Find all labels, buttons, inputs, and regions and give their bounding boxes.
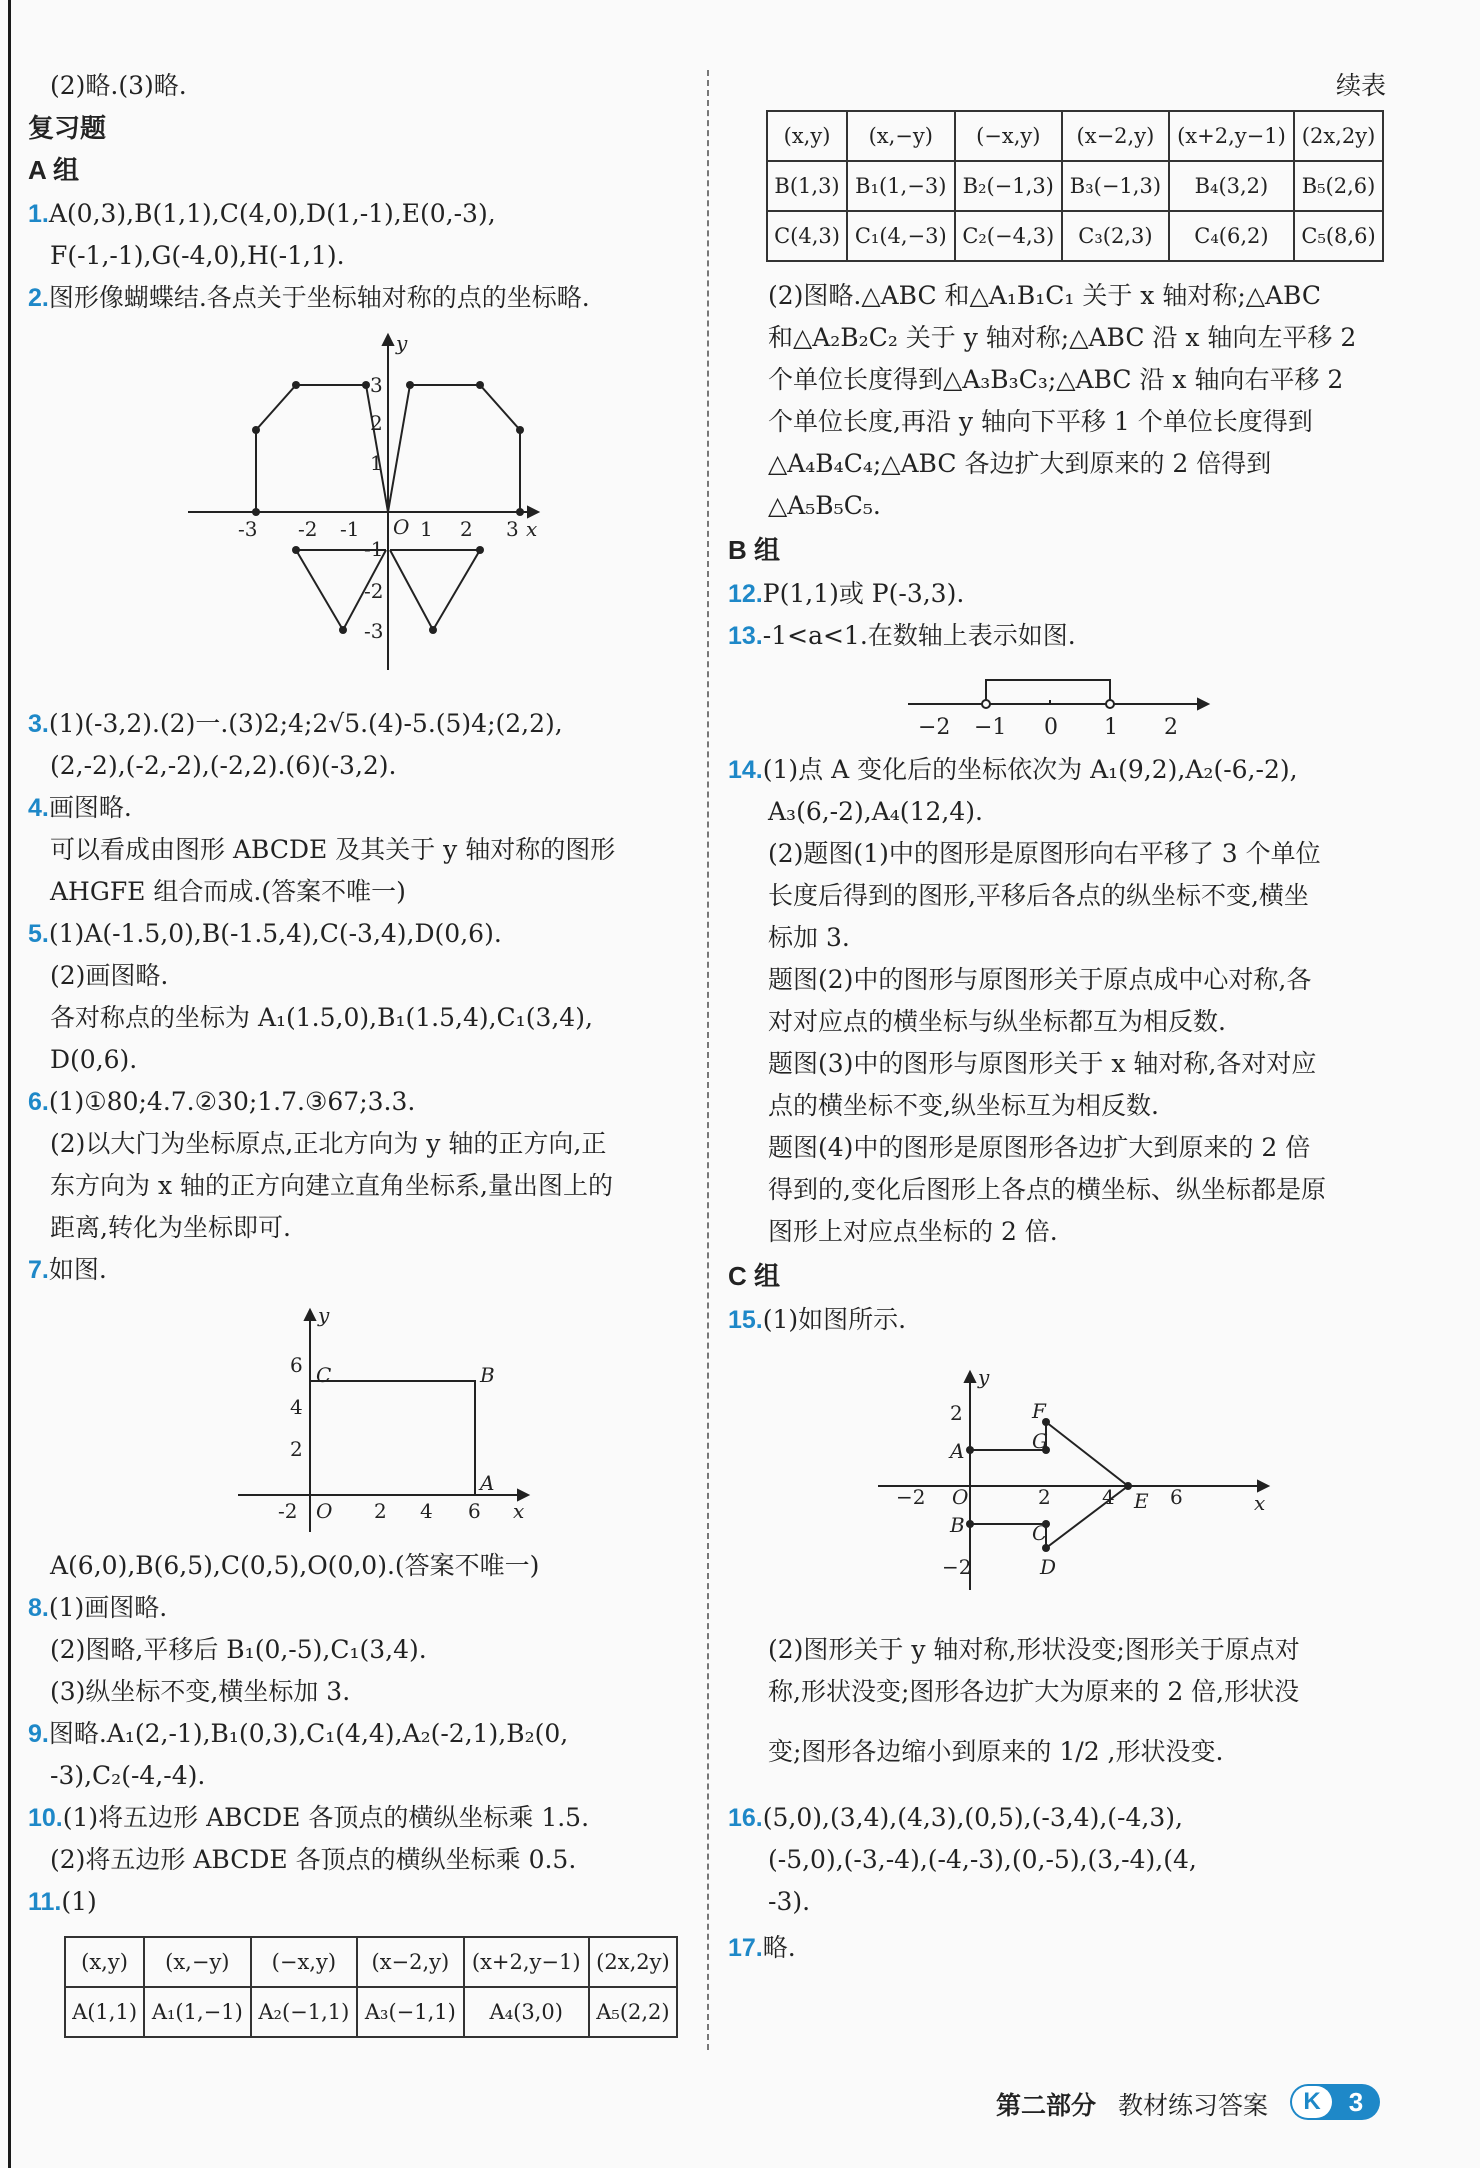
rectangle xyxy=(310,1381,475,1495)
point-label: E xyxy=(1134,1489,1149,1513)
point-label: B xyxy=(950,1513,965,1537)
answer-text: 略. xyxy=(762,1933,796,1962)
answer-line: △A₅B₅C₅. xyxy=(768,491,881,520)
open-endpoint xyxy=(1106,700,1114,708)
tick-label: -3 xyxy=(238,517,258,541)
question-number: 8. xyxy=(28,1594,49,1622)
tick-label: −2 xyxy=(918,715,951,740)
table-header-cell: (x,y) xyxy=(767,111,847,161)
group-heading: A 组 xyxy=(28,155,80,185)
table-header-cell: (x+2,y−1) xyxy=(1169,111,1294,161)
table-header-cell: (x−2,y) xyxy=(1062,111,1169,161)
answer-text: 图形像蝴蝶结.各点关于坐标轴对称的点的坐标略. xyxy=(48,283,590,312)
answer-1 xyxy=(28,196,496,232)
tick-label: −2 xyxy=(896,1485,926,1509)
point xyxy=(476,546,484,554)
number-line-arrow xyxy=(1198,699,1208,709)
tick-label: -2 xyxy=(278,1499,298,1523)
question-number: 11. xyxy=(28,1888,62,1916)
butterfly-figure xyxy=(188,330,548,680)
question-number: 15. xyxy=(728,1306,763,1334)
axis-label: y xyxy=(318,1303,330,1327)
point xyxy=(1042,1544,1050,1552)
left-wing-upper xyxy=(256,385,388,512)
right-wing-lower xyxy=(390,550,480,630)
answer-line: 和△A₂B₂C₂ 关于 y 轴对称;△ABC 沿 x 轴向左平移 2 xyxy=(768,323,1357,352)
point xyxy=(252,426,260,434)
table-row xyxy=(767,161,1383,211)
question-number: 1. xyxy=(28,200,49,228)
page-number: 3 xyxy=(1348,2087,1364,2117)
question-number: 14. xyxy=(728,756,763,784)
table-cell: A₅(2,2) xyxy=(589,1987,677,2037)
table-cell: B₁(1,−3) xyxy=(847,161,954,211)
continued-label: 续表 xyxy=(1336,71,1387,100)
answer-14 xyxy=(728,752,1298,788)
table-header-cell: (−x,y) xyxy=(955,111,1062,161)
table-row xyxy=(65,1987,677,2037)
question-number: 4. xyxy=(28,794,49,822)
question-number: 2. xyxy=(28,284,49,312)
answer-line: F(-1,-1),G(-4,0),H(-1,1). xyxy=(50,241,345,270)
point xyxy=(292,381,300,389)
question-number: 12. xyxy=(728,580,763,608)
answer-line: 各对称点的坐标为 A₁(1.5,0),B₁(1.5,4),C₁(3,4), xyxy=(50,1003,593,1032)
table-header-cell: (−x,y) xyxy=(251,1937,358,1987)
table-cell: A₁(1,−1) xyxy=(144,1987,251,2037)
point xyxy=(1124,1482,1132,1490)
question-number: 5. xyxy=(28,920,49,948)
answer-15 xyxy=(728,1302,906,1338)
answer-8 xyxy=(28,1590,167,1626)
tick-label: -3 xyxy=(364,619,384,643)
table-cell: B₄(3,2) xyxy=(1169,161,1294,211)
answer-line: 得到的,变化后图形上各点的横坐标、纵坐标都是原 xyxy=(768,1175,1326,1204)
table-cell: A(1,1) xyxy=(65,1987,144,2037)
table-cell: C(4,3) xyxy=(767,211,847,261)
answer-text: (1)如图所示. xyxy=(762,1305,907,1334)
tick-label: −1 xyxy=(974,715,1007,740)
section-heading: 复习题 xyxy=(28,113,107,143)
answer-2 xyxy=(28,280,590,316)
table-cell: A₂(−1,1) xyxy=(251,1987,358,2037)
tick-label: 2 xyxy=(950,1401,963,1425)
number-line-figure xyxy=(908,672,1228,742)
answer-10 xyxy=(28,1800,589,1836)
coordinate-table-bc xyxy=(766,110,1384,262)
point xyxy=(362,381,370,389)
tick-label: 2 xyxy=(374,1499,387,1523)
tick-label: -1 xyxy=(340,517,360,541)
answer-line: A(6,0),B(6,5),C(0,5),O(0,0).(答案不唯一) xyxy=(50,1551,540,1580)
answer-text: -1<a<1.在数轴上表示如图. xyxy=(762,621,1076,650)
answer-line: (2)图略,平移后 B₁(0,-5),C₁(3,4). xyxy=(50,1635,427,1664)
answer-3 xyxy=(28,706,563,742)
answer-line: (2)画图略. xyxy=(50,961,169,990)
point-label: A xyxy=(950,1439,965,1463)
answer-9 xyxy=(28,1716,568,1752)
group-heading: B 组 xyxy=(728,535,781,565)
footer-part: 第二部分 xyxy=(996,2092,1097,2120)
point xyxy=(339,626,347,634)
table-header-cell: (x−2,y) xyxy=(357,1937,464,1987)
answer-line: 个单位长度,再沿 y 轴向下平移 1 个单位长度得到 xyxy=(768,407,1313,436)
question-number: 6. xyxy=(28,1088,49,1116)
table-cell: B₂(−1,3) xyxy=(955,161,1062,211)
axis-label: y xyxy=(396,331,408,355)
tick-label: 2 xyxy=(1038,1485,1051,1509)
table-header-cell: (2x,2y) xyxy=(589,1937,677,1987)
answer-line: 变;图形各边缩小到原来的 1/2 ,形状没变. xyxy=(768,1737,1224,1766)
answer-line: (-5,0),(-3,-4),(-4,-3),(0,-5),(3,-4),(4, xyxy=(768,1845,1197,1874)
table-row xyxy=(767,211,1383,261)
tick-label: 6 xyxy=(1170,1485,1183,1509)
tick-label: 2 xyxy=(460,517,473,541)
point xyxy=(966,1520,974,1528)
answer-line: (2)将五边形 ABCDE 各顶点的横纵坐标乘 0.5. xyxy=(50,1845,577,1874)
table-cell: B(1,3) xyxy=(767,161,847,211)
tick-label: 2 xyxy=(370,411,383,435)
answer-line: (2)题图(1)中的图形是原图形向右平移了 3 个单位 xyxy=(768,839,1321,868)
answer-line: 题图(3)中的图形与原图形关于 x 轴对称,各对对应 xyxy=(768,1049,1317,1078)
question-number: 16. xyxy=(728,1804,763,1832)
answer-11 xyxy=(28,1884,97,1920)
answer-4 xyxy=(28,790,132,826)
point xyxy=(476,381,484,389)
point xyxy=(429,626,437,634)
x-axis-arrow xyxy=(528,507,538,517)
table-header-cell: (x,−y) xyxy=(144,1937,251,1987)
origin-label: O xyxy=(393,515,410,539)
coordinate-table-a xyxy=(64,1936,678,2038)
table-header-cell: (x,y) xyxy=(65,1937,144,1987)
answer-text: 画图略. xyxy=(48,793,132,822)
point xyxy=(406,381,414,389)
answer-line: (2)略.(3)略. xyxy=(50,71,187,100)
table-header-cell: (x,−y) xyxy=(847,111,954,161)
answer-line: -3),C₂(-4,-4). xyxy=(50,1761,206,1790)
question-number: 3. xyxy=(28,710,49,738)
point-label: G xyxy=(1032,1429,1048,1453)
answer-12 xyxy=(728,576,964,612)
point-label: B xyxy=(480,1363,495,1387)
answer-line: D(0,6). xyxy=(50,1045,138,1074)
point-label: C xyxy=(1032,1521,1048,1545)
tick-label: 4 xyxy=(420,1499,433,1523)
answer-line: 题图(2)中的图形与原图形关于原点成中心对称,各 xyxy=(768,965,1312,994)
tick-label: 6 xyxy=(468,1499,481,1523)
table-cell: A₃(−1,1) xyxy=(357,1987,464,2037)
table-cell: B₅(2,6) xyxy=(1294,161,1383,211)
arrow-figure xyxy=(878,1360,1278,1600)
point xyxy=(516,426,524,434)
axis-label: x xyxy=(1254,1491,1266,1515)
answer-line: (2)图形关于 y 轴对称,形状没变;图形关于原点对 xyxy=(768,1635,1300,1664)
open-endpoint xyxy=(982,700,990,708)
answer-line: 可以看成由图形 ABCDE 及其关于 y 轴对称的图形 xyxy=(50,835,616,864)
table-header-row xyxy=(65,1937,677,1987)
answer-line: 对对应点的横坐标与纵坐标都互为相反数. xyxy=(768,1007,1226,1036)
tick-label: 4 xyxy=(290,1395,303,1419)
table-cell: C₄(6,2) xyxy=(1169,211,1294,261)
answer-text: (1)画图略. xyxy=(48,1593,168,1622)
axis-label: x xyxy=(513,1499,525,1523)
answer-text: (1)将五边形 ABCDE 各顶点的横纵坐标乘 1.5. xyxy=(62,1803,590,1832)
axis-label: y xyxy=(978,1365,990,1389)
table-cell: C₃(2,3) xyxy=(1062,211,1169,261)
origin-label: O xyxy=(316,1499,333,1523)
question-number: 13. xyxy=(728,622,763,650)
question-number: 17. xyxy=(728,1934,763,1962)
point xyxy=(516,508,524,516)
answer-line: 长度后得到的图形,平移后各点的纵坐标不变,横坐 xyxy=(768,881,1309,910)
tick-label: −2 xyxy=(942,1555,972,1579)
tick-label: 2 xyxy=(1164,715,1178,740)
table-cell: C₅(8,6) xyxy=(1294,211,1383,261)
right-wing-upper xyxy=(388,385,520,512)
answer-text: (1)(-3,2).(2)一.(3)2;4;2√5.(4)-5.(5)4;(2,2), xyxy=(48,709,563,738)
axis-label: x xyxy=(526,517,538,541)
tick-label: 1 xyxy=(420,517,433,541)
answer-line: (3)纵坐标不变,横坐标加 3. xyxy=(50,1677,351,1706)
tick-label: 1 xyxy=(1104,715,1118,740)
point xyxy=(966,1446,974,1454)
tick-label: 3 xyxy=(370,373,383,397)
table-cell: C₂(−4,3) xyxy=(955,211,1062,261)
point-label: D xyxy=(1040,1555,1057,1579)
answer-text: (1)A(-1.5,0),B(-1.5,4),C(-3,4),D(0,6). xyxy=(48,919,502,948)
tick-label: 1 xyxy=(370,451,383,475)
group-heading: C 组 xyxy=(728,1261,781,1291)
tick-label: 0 xyxy=(1044,715,1058,740)
table-header-cell: (2x,2y) xyxy=(1294,111,1383,161)
table-cell: C₁(4,−3) xyxy=(847,211,954,261)
answer-line: △A₄B₄C₄;△ABC 各边扩大到原来的 2 倍得到 xyxy=(768,449,1272,478)
answer-16 xyxy=(728,1800,1183,1836)
answer-text: 如图. xyxy=(48,1255,107,1284)
answer-text: (1)点 A 变化后的坐标依次为 A₁(9,2),A₂(-6,-2), xyxy=(762,755,1298,784)
point-label: C xyxy=(316,1363,332,1387)
table-header-cell: (x+2,y−1) xyxy=(464,1937,589,1987)
question-number: 7. xyxy=(28,1256,49,1284)
interval-bracket xyxy=(986,680,1110,704)
point xyxy=(292,546,300,554)
answer-line: 图形上对应点坐标的 2 倍. xyxy=(768,1217,1058,1246)
answer-line: 个单位长度得到△A₃B₃C₃;△ABC 沿 x 轴向右平移 2 xyxy=(768,365,1344,394)
question-number: 9. xyxy=(28,1720,49,1748)
y-axis-arrow xyxy=(383,335,393,345)
badge-letter: K xyxy=(1292,2086,1332,2118)
question-number: 10. xyxy=(28,1804,63,1832)
answer-line: 称,形状没变;图形各边扩大为原来的 2 倍,形状没 xyxy=(768,1677,1300,1706)
tick-label: -2 xyxy=(298,517,318,541)
answer-line: AHGFE 组合而成.(答案不唯一) xyxy=(50,877,406,906)
answer-line: (2)以大门为坐标原点,正北方向为 y 轴的正方向,正 xyxy=(50,1129,607,1158)
x-axis-arrow xyxy=(1258,1481,1268,1491)
answer-7 xyxy=(28,1252,107,1288)
answer-6 xyxy=(28,1084,415,1120)
answer-line: 标加 3. xyxy=(768,923,850,952)
tick-label: 6 xyxy=(290,1353,303,1377)
tick-label: 2 xyxy=(290,1437,303,1461)
point-label: F xyxy=(1032,1399,1046,1423)
answer-text: (1)①80;4.7.②30;1.7.③67;3.3. xyxy=(48,1087,416,1116)
answer-line: 题图(4)中的图形是原图形各边扩大到原来的 2 倍 xyxy=(768,1133,1311,1162)
answer-line: 点的横坐标不变,纵坐标互为相反数. xyxy=(768,1091,1159,1120)
table-cell: A₄(3,0) xyxy=(464,1987,589,2037)
footer-section: 教材练习答案 xyxy=(1118,2092,1269,2120)
answer-17 xyxy=(728,1930,796,1966)
answer-line: 东方向为 x 轴的正方向建立直角坐标系,量出图上的 xyxy=(50,1171,613,1200)
tick-label: -1 xyxy=(364,537,384,561)
tick-label: -2 xyxy=(364,579,384,603)
answer-line: 距离,转化为坐标即可. xyxy=(50,1213,291,1242)
answer-line: A₃(6,-2),A₄(12,4). xyxy=(768,797,983,826)
rectangle-figure xyxy=(228,1300,548,1540)
point xyxy=(252,508,260,516)
answer-text: (5,0),(3,4),(4,3),(0,5),(-3,4),(-4,3), xyxy=(762,1803,1183,1832)
answer-5 xyxy=(28,916,502,952)
answer-line: (2,-2),(-2,-2),(-2,2).(6)(-3,2). xyxy=(50,751,397,780)
y-axis-arrow xyxy=(305,1310,315,1320)
answer-text: P(1,1)或 P(-3,3). xyxy=(762,579,965,608)
point-label: A xyxy=(480,1471,495,1495)
answer-13 xyxy=(728,618,1076,654)
answer-text: 图略.A₁(2,-1),B₁(0,3),C₁(4,4),A₂(-2,1),B₂(0, xyxy=(48,1719,569,1748)
answer-line: -3). xyxy=(768,1887,811,1916)
origin-label: O xyxy=(952,1485,969,1509)
column-divider xyxy=(707,70,709,2050)
answer-text: (1) xyxy=(61,1887,97,1916)
table-cell: B₃(−1,3) xyxy=(1062,161,1169,211)
answer-text: A(0,3),B(1,1),C(4,0),D(1,-1),E(0,-3), xyxy=(48,199,496,228)
answer-line: (2)图略.△ABC 和△A₁B₁C₁ 关于 x 轴对称;△ABC xyxy=(768,281,1322,310)
tick-label: 4 xyxy=(1102,1485,1115,1509)
tick-label: 3 xyxy=(506,517,519,541)
table-header-row xyxy=(767,111,1383,161)
page-binding-edge xyxy=(8,0,11,2168)
y-axis-arrow xyxy=(965,1372,975,1382)
